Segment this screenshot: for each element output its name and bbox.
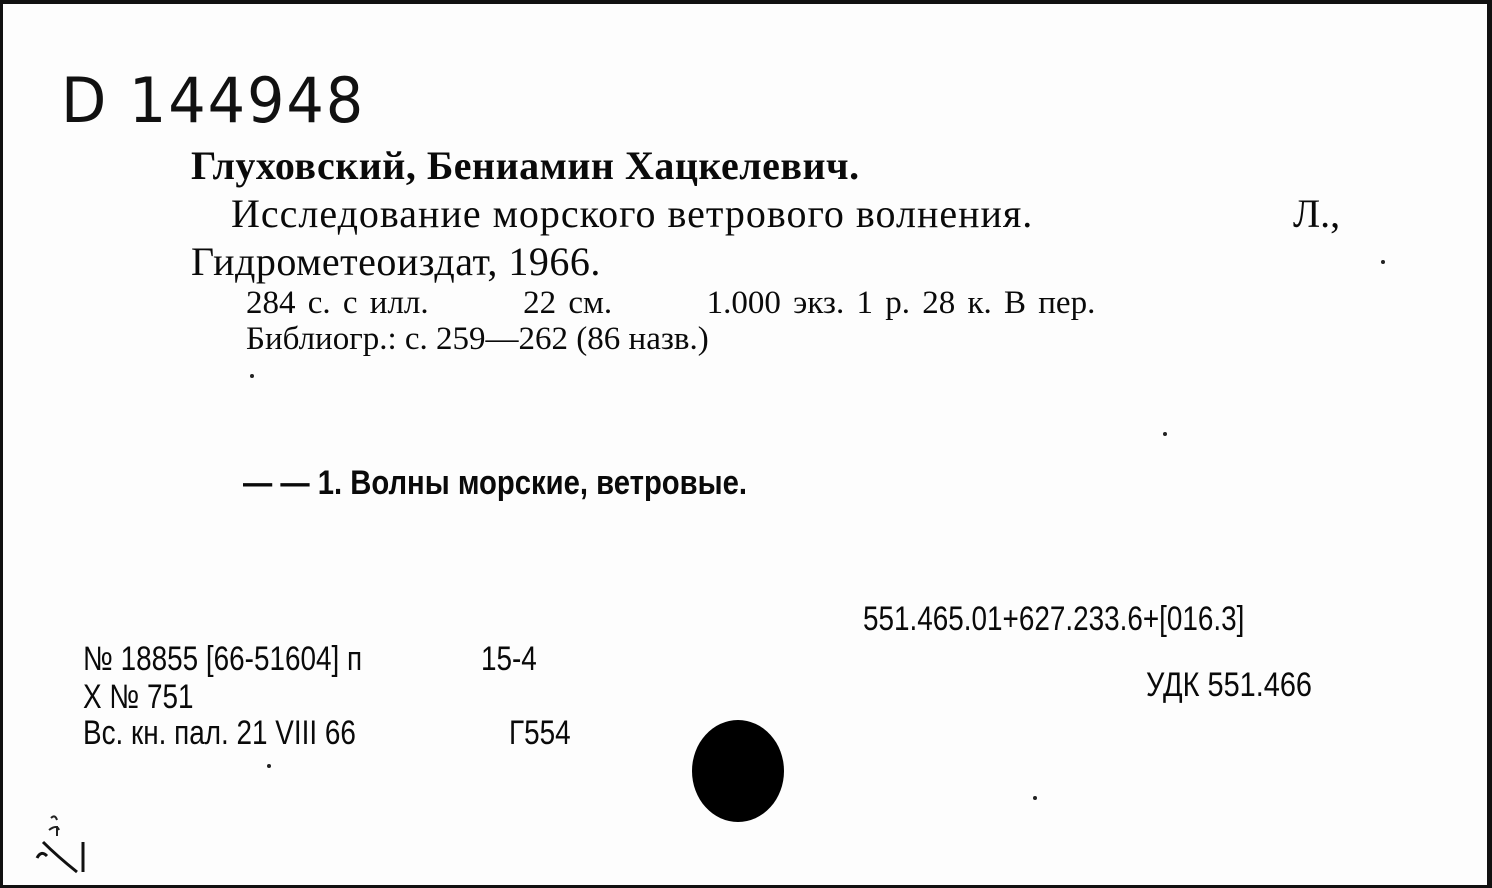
ink-speck [1033,796,1037,800]
book-title: Исследование морского ветрового волнения. [231,191,1034,236]
udk-code: УДК 551.466 [1146,666,1312,704]
ink-speck [250,374,254,378]
subject-heading: — — 1. Волны морские, ветровые. [243,464,748,502]
bibliography-note: Библиогр.: с. 259—262 (86 назв.) [246,321,709,357]
ink-speck [1381,260,1385,264]
ink-speck [1163,432,1167,436]
author-heading: Глуховский, Бениамин Хацкелевич. [191,143,860,188]
print-run-price: 1.000 экз. 1 р. 28 к. В пер. [706,285,1096,321]
record-number-line: № 18855 [66-51604] п [83,640,363,678]
publication-place: Л., [1293,191,1341,236]
page-count: 284 с. с илл. [246,285,429,321]
book-size: 22 см. [523,285,613,321]
handwritten-mark-icon [29,812,99,876]
handwritten-inventory-number: D 144948 [61,64,366,137]
publisher-year: Гидрометеоиздат, 1966. [191,239,601,284]
x-number-line: Х № 751 [83,678,194,716]
punch-hole-icon [692,720,784,822]
ink-speck [267,764,271,768]
chamber-date-line: Вс. кн. пал. 21 VIII 66 [83,714,356,752]
classification-index: 551.465.01+627.233.6+[016.3] [863,600,1245,638]
record-number-code: 15-4 [481,640,537,678]
physical-description [246,285,1095,322]
chamber-code: Г554 [509,714,571,752]
